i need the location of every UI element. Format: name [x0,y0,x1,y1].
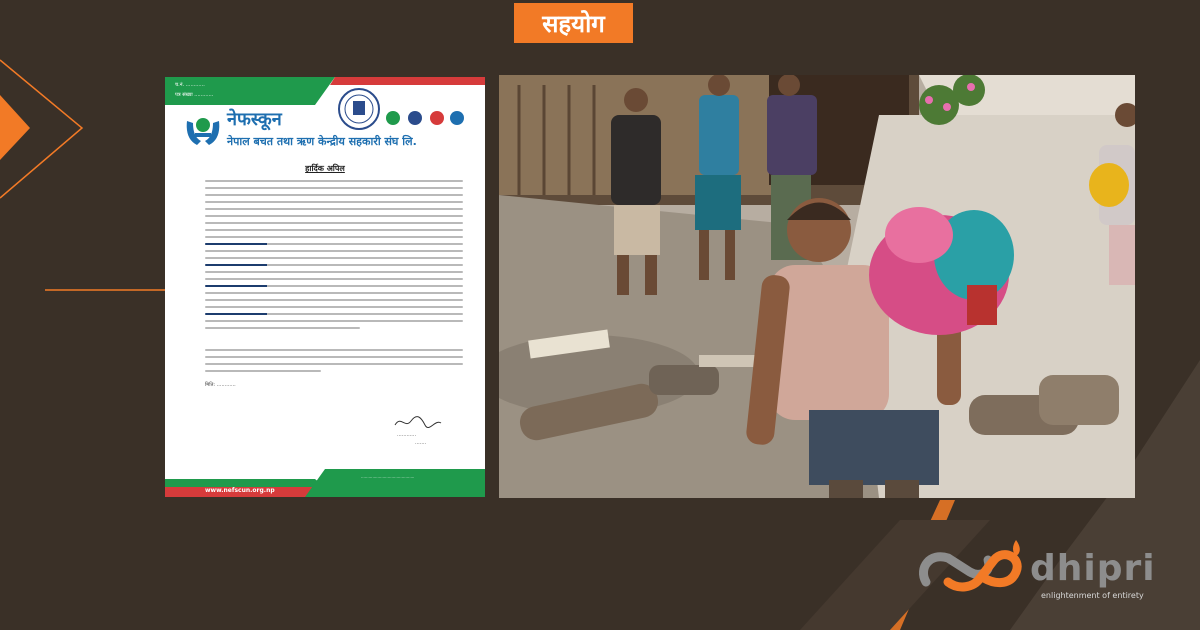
appeal-letter-image [165,77,485,497]
category-tag: सहयोग [514,3,633,43]
brand-tagline: enlightenment of entirety [1041,591,1144,600]
letter-date: मिति: ............ [205,382,236,388]
signatory-title: ....... [415,440,427,446]
dhipri-logo-icon [918,538,1028,598]
letter-org-fullname: नेपाल बचत तथा ऋण केन्द्रीय सहकारी संघ लि. [227,135,417,148]
partner-logos-icon [385,109,475,127]
letter-issue-number: पत्र संख्या ............ [175,92,214,98]
flood-relief-photo [499,75,1135,498]
government-seal-icon [337,87,381,131]
letter-header-band [165,77,485,105]
letter-org-name: नेफस्कून [227,109,282,130]
signatory-name: ............ [397,432,417,438]
brand-name: dhipri [1030,548,1156,589]
letter-paragraph-1 [205,180,463,250]
signature-icon [393,413,443,431]
letter-ref-number: च.नं. ............ [175,82,205,88]
letter-paragraph-2 [205,243,463,334]
letter-paragraph-3 [205,349,463,377]
nefscun-logo-icon [183,111,223,149]
letter-footer-url: www.nefscun.org.np [205,487,275,494]
letter-title: हार्दिक अपिल [305,164,345,173]
letter-footer-address: .......................................... [361,474,415,479]
